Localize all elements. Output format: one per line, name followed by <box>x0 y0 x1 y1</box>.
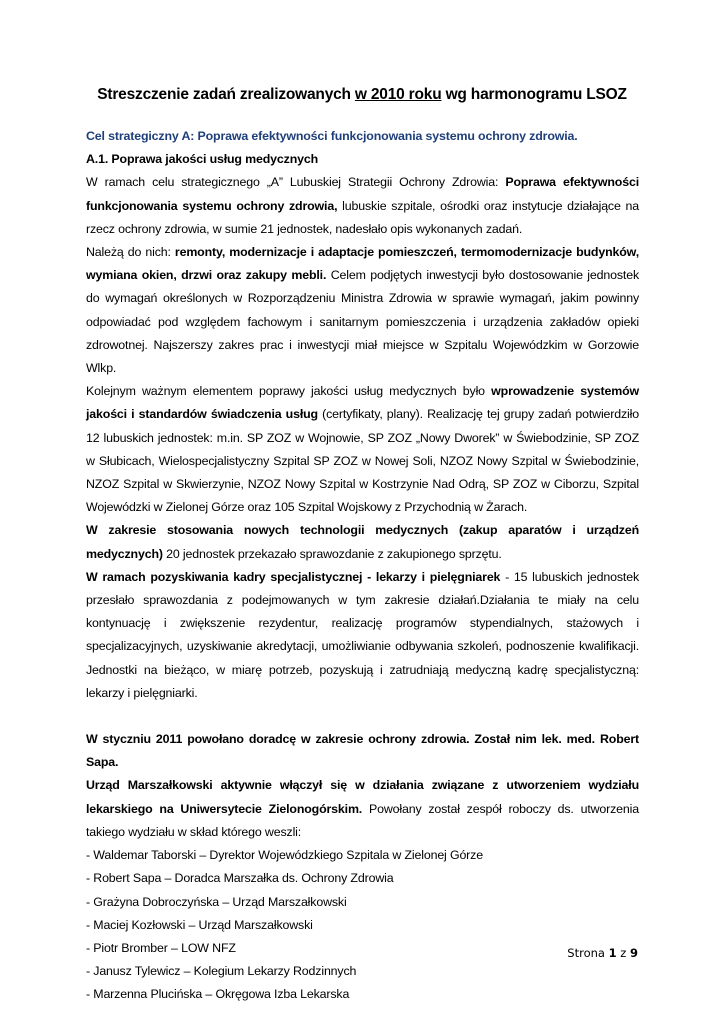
p1-text-2: lubuskie szpitale, ośrodki oraz instytucje działające na rzecz ochrony zdrowia, w sumie 21 jednostek, nadesłało opis wykonanych zadań. <box>86 198 640 236</box>
list-item: - Janusz Tylewicz – Kolegium Lekarzy Rodzinnych <box>86 964 357 979</box>
list-item: - Piotr Bromber – LOW NFZ <box>86 940 236 955</box>
p3-text-1: Kolejnym ważnym elementem poprawy jakości usług medycznych było <box>86 384 492 399</box>
list-item: - Robert Sapa – Doradca Marszałka ds. Ochrony Zdrowia <box>86 871 394 886</box>
p1-text-1: W ramach celu strategicznego „A” Lubuskiej Strategii Ochrony Zdrowia: <box>86 175 506 190</box>
list-item: - Grażyna Dobroczyńska – Urząd Marszałkowski <box>86 894 347 909</box>
p5-text-1: - 15 lubuskich jednostek przesłało sprawozdania z podejmowanych w tym zakresie działań.Działania te miały na celu kontynuację i zwiększenie rezydentur, realizację programów stypendialnych, stażowych i specjalizacyjnych, uzyskiwanie akredytacji, umożliwianie odbywania szkoleń, podnoszenie kwalifikacji. Jednostki na bieżąco, w miarę potrzeb, pozyskują i zatrudniają medyczną kadrę specjalistyczną: lekarzy i pielęgniarki. <box>86 569 639 700</box>
p7-bold-1: Urząd Marszałkowski aktywnie włączył się w działania związane z utworzeniem wydziału lekarskiego na Uniwersytecie Zielonogórskim. <box>86 778 639 816</box>
paragraph-7 <box>86 774 639 844</box>
p7-text-1: Powołany został zespół roboczy ds. utworzenia takiego wydziału w skład którego weszli: <box>86 801 639 839</box>
team-members-list <box>86 844 639 1006</box>
p2-text-2: Celem podjętych inwestycji było dostosowanie jednostek do wymagań określonych w Rozporządzeniu Ministra Zdrowia w sprawie wymagań, jakim powinny odpowiadać pod względem fachowym i sanitarnym pomieszczenia i urządzenia zakładów opieki zdrowotnej. Najszerszy zakres prac i inwestycji miał miejsce w Szpitalu Wojewódzkim w Gorzowie Wlkp. <box>86 268 639 376</box>
title-pre: Streszczenie zadań zrealizowanych <box>97 86 355 103</box>
paragraph-4 <box>86 519 639 565</box>
p1-bold-1: Poprawa efektywności funkcjonowania systemu ochrony zdrowia, <box>86 175 639 213</box>
footer-current-page: 1 <box>608 946 617 960</box>
footer-separator: z <box>616 946 630 960</box>
title-post: wg harmonogramu LSOZ <box>441 86 627 103</box>
paragraph-3 <box>86 380 639 519</box>
p2-text-1: Należą do nich: <box>86 245 175 260</box>
title-underlined: w 2010 roku <box>354 86 442 103</box>
p4-bold-1: W zakresie stosowania nowych technologii medycznych (zakup aparatów i urządzeń medycznych) <box>86 523 639 561</box>
paragraph-6: W styczniu 2011 powołano doradcę w zakresie ochrony zdrowia. Został nim lek. med. Robert Sapa. <box>86 732 639 770</box>
p3-text-2: (certyfikaty, plany). Realizację tej grupy zadań potwierdziło 12 lubuskich jednostek: m.in. SP ZOZ w Wojnowie, SP ZOZ „Nowy Dworek” w Świebodzinie, SP ZOZ w Słubicach, Wielospecjalistyczny Szpital SP ZOZ w Nowej Soli, NZOZ Nowy Szpital w Świebodzinie, NZOZ Szpital w Skwierzynie, NZOZ Nowy Szpital w Kostrzynie Nad Odrą, SP ZOZ w Ciborzu, Szpital Wojewódzki w Zielonej Górze oraz 105 Szpital Wojskowy z Przychodnią w Żarach. <box>86 407 639 515</box>
p2-bold-1: remonty, modernizacje i adaptacje pomieszczeń, termomodernizacje budynków, wymiana okien, drzwi oraz zakupy mebli. <box>86 245 639 283</box>
footer-label: Strona <box>567 946 609 960</box>
footer-total-pages: 9 <box>629 946 638 960</box>
p4-text-1: 20 jednostek przekazało sprawozdanie z zakupionego sprzętu. <box>162 546 502 561</box>
list-item: - Marzenna Plucińska – Okręgowa Izba Lekarska <box>86 987 350 1002</box>
paragraph-5 <box>86 566 639 705</box>
paragraph-1 <box>86 171 639 241</box>
p5-bold-1: W ramach pozyskiwania kadry specjalistycznej - lekarzy i pielęgniarek <box>86 569 501 584</box>
p3-bold-1: wprowadzenie systemów jakości i standardów świadczenia usług <box>86 384 639 422</box>
list-item: - Waldemar Taborski – Dyrektor Wojewódzkiego Szpitala w Zielonej Górze <box>86 848 483 863</box>
section-heading: A.1. Poprawa jakości usług medycznych <box>86 152 319 167</box>
page-title <box>0 86 724 104</box>
page-number-footer <box>567 946 638 960</box>
document-body <box>86 125 639 1007</box>
spacer <box>86 705 639 728</box>
list-item: - Maciej Kozłowski – Urząd Marszałkowski <box>86 917 313 932</box>
paragraph-2 <box>86 241 639 380</box>
strategic-goal-heading: Cel strategiczny A: Poprawa efektywności funkcjonowania systemu ochrony zdrowia. <box>86 129 578 143</box>
